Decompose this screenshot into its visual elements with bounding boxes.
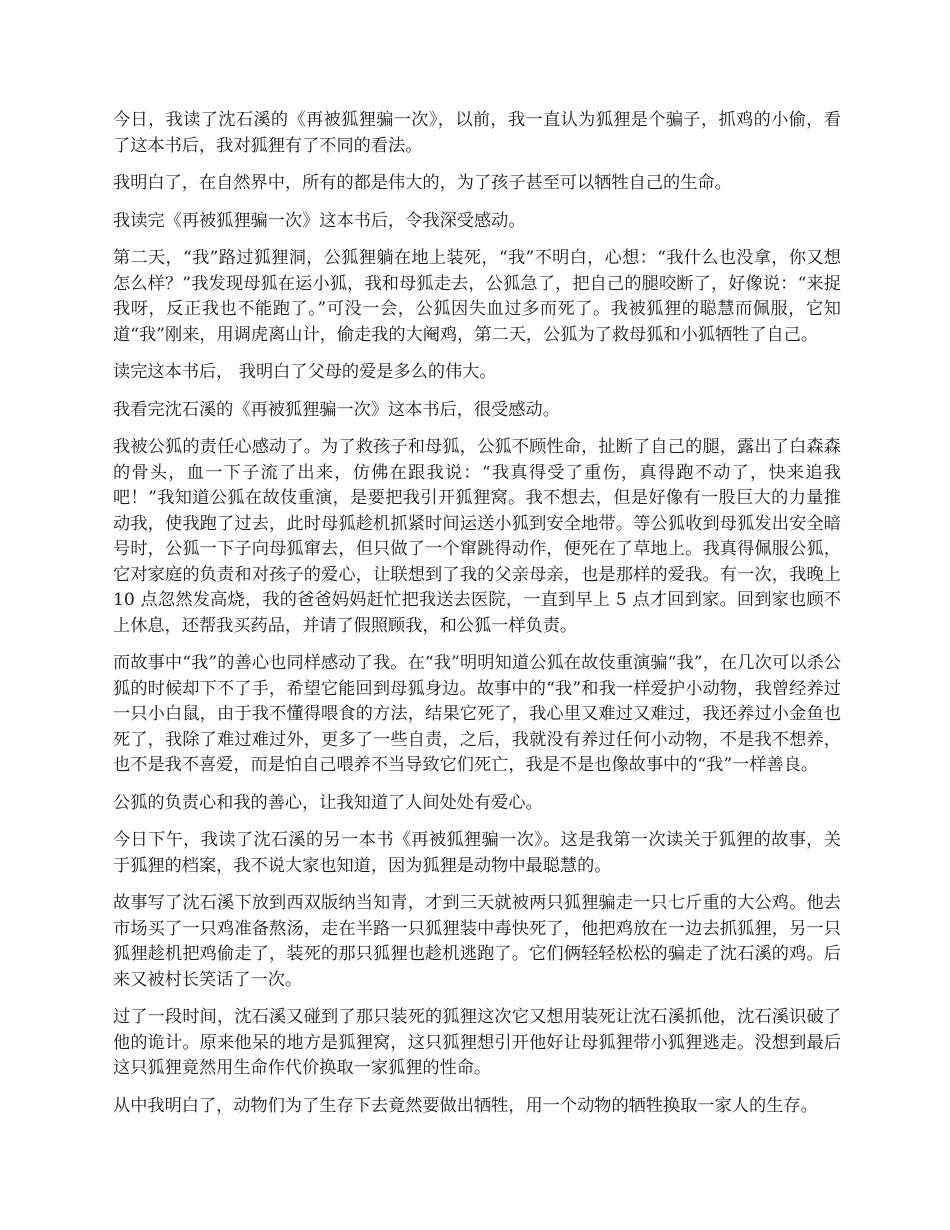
document-body — [113, 108, 841, 1131]
paragraph: 从中我明白了，动物们为了生存下去竟然要做出牺牲，用一个动物的牺牲换取一家人的生存。 — [113, 1095, 818, 1116]
paragraph: 过了一段时间，沈石溪又碰到了那只装死的狐狸这次它又想用装死让沈石溪抓他，沈石溪识破了他的诡计。原来他呆的地方是狐狸窝，这只狐狸想引开他好让母狐狸带小狐狸逃走。没想到最后这只狐狸竟然用生命作代价换取一家狐狸的性命。 — [113, 1007, 841, 1078]
paragraph: 今日，我读了沈石溪的《再被狐狸骗一次》，以前，我一直认为狐狸是个骗子，抓鸡的小偷，看了这本书后，我对狐狸有了不同的看法。 — [113, 110, 841, 156]
paragraph: 我读完《再被狐狸骗一次》这本书后，令我深受感动。 — [113, 210, 526, 231]
paragraph: 而故事中“我”的善心也同样感动了我。在“我”明明知道公狐在故伎重演骗“我”，在几次可以杀公狐的时候却下不了手，希望它能回到母狐身边。故事中的“我”和我一样爱护小动物，我曾经养过一只小白鼠，由于我不懂得喂食的方法，结果它死了，我心里又难过又难过，我还养过小金鱼也死了，我除了难过难过外，更多了一些自责，之后，我就没有养过任何小动物，不是我不想养，也不是我不喜爱，而是怕自己喂养不当导致它们死亡，我是不是也像故事中的“我”一样善良。 — [113, 653, 841, 775]
paragraph: 我被公狐的责任心感动了。为了救孩子和母狐，公狐不顾性命，扯断了自己的腿，露出了白森森的骨头，血一下子流了出来，仿佛在跟我说：“我真得受了重伤，真得跑不动了，快来追我吧！”我知道公狐在故伎重演，是要把我引开狐狸窝。我不想去，但是好像有一股巨大的力量推动我，使我跑了过去，此时母狐趁机抓紧时间运送小狐到安全地带。等公狐收到母狐发出安全暗号时，公狐一下子向母狐窜去，但只做了一个窜跳得动作，便死在了草地上。我真得佩服公狐，它对家庭的负责和对孩子的爱心，让联想到了我的父亲母亲，也是那样的爱我。有一次，我晚上 10 点忽然发高烧，我的爸爸妈妈赶忙把我送去医院，一直到早上 5 点才回到家。回到家也顾不上休息，还帮我买药品，并请了假照顾我，和公狐一样负责。 — [113, 437, 841, 636]
paragraph: 故事写了沈石溪下放到西双版纳当知青，才到三天就被两只狐狸骗走一只七斤重的大公鸡。他去市场买了一只鸡准备熬汤，走在半路一只狐狸装中毒快死了，他把鸡放在一边去抓狐狸，另一只狐狸趁机把鸡偷走了，装死的那只狐狸也趁机逃跑了。它们俩轻轻松松的骗走了沈石溪的鸡。后来又被村长笑话了一次。 — [113, 893, 841, 990]
paragraph: 读完这本书后， 我明白了父母的爱是多么的伟大。 — [113, 362, 497, 382]
paragraph: 第二天，“我”路过狐狸洞，公狐狸躺在地上装死，“我”不明白，心想：“我什么也没拿，你又想怎么样？”我发现母狐在运小狐，我和母狐走去，公狐急了，把自己的腿咬断了，好像说：“来捉我呀，反正我也不能跑了。”可没一会，公狐因失血过多而死了。我被狐狸的聪慧而佩服，它知道“我”刚来，用调虎离山计，偷走我的大阉鸡，第二天，公狐为了救母狐和小狐牺牲了自己。 — [113, 248, 841, 345]
paragraph: 公狐的负责心和我的善心，让我知道了人间处处有爱心。 — [113, 792, 543, 813]
paragraph: 我明白了，在自然界中，所有的都是伟大的，为了孩子甚至可以牺牲自己的生命。 — [113, 173, 732, 193]
paragraph: 今日下午，我读了沈石溪的另一本书《再被狐狸骗一次》。这是我第一次读关于狐狸的故事，关于狐狸的档案，我不说大家也知道，因为狐狸是动物中最聪慧的。 — [113, 830, 841, 876]
paragraph: 我看完沈石溪的《再被狐狸骗一次》这本书后，很受感动。 — [113, 399, 560, 420]
